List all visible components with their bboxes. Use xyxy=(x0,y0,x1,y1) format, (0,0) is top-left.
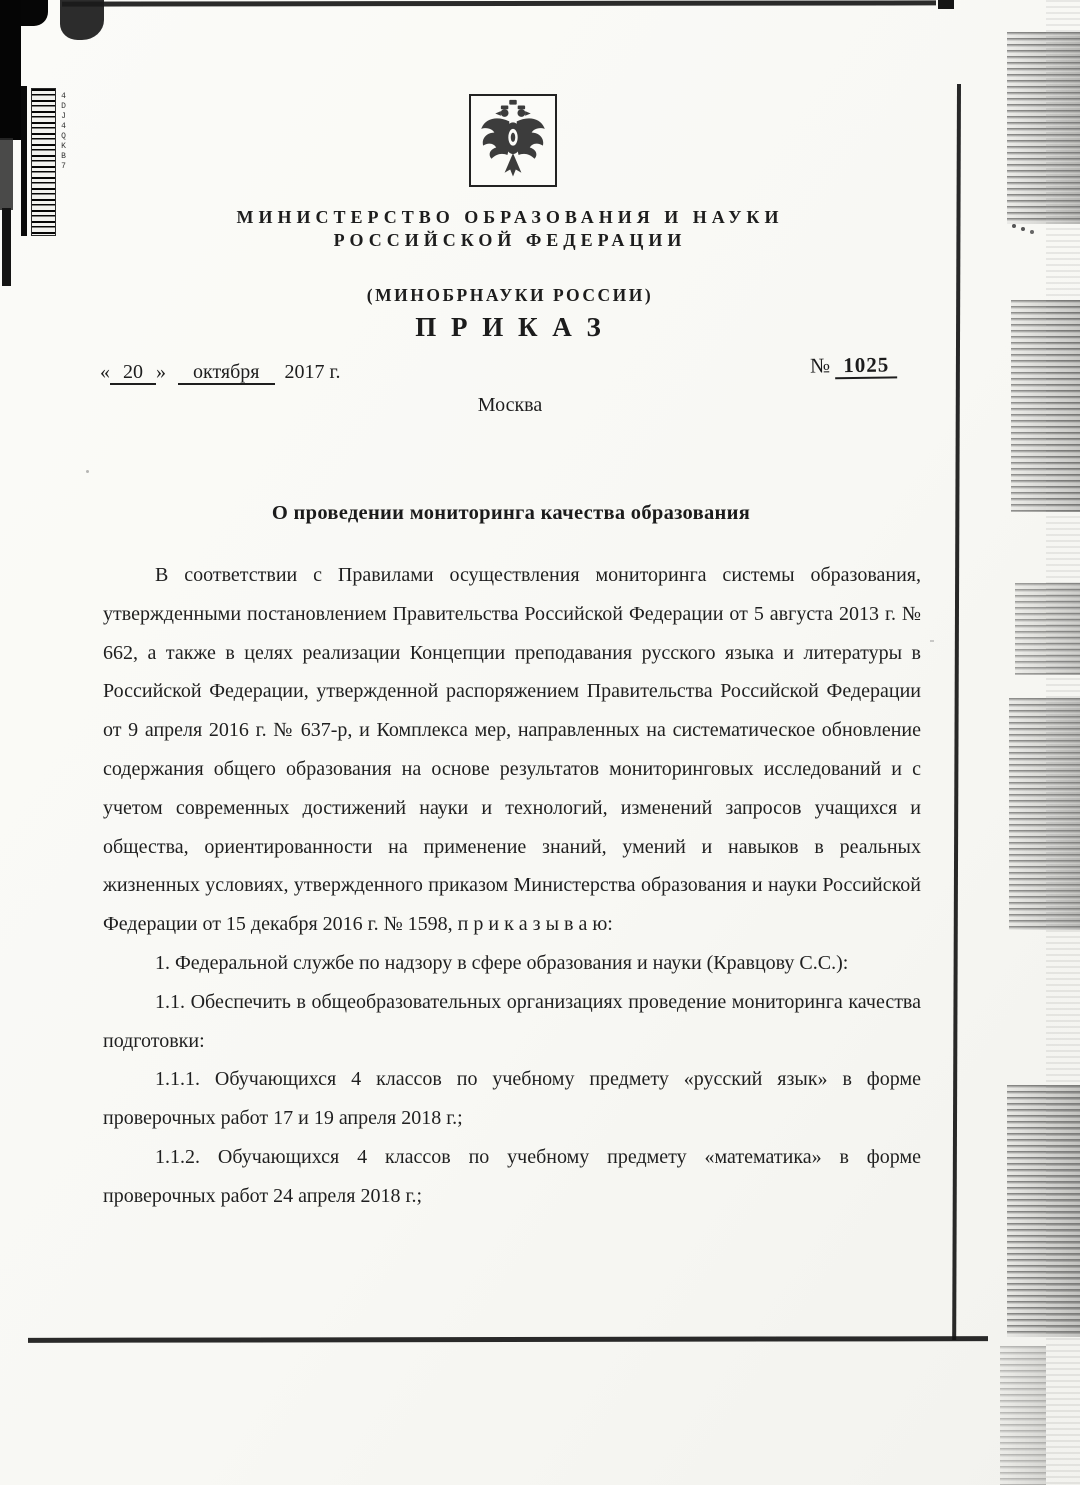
document-body xyxy=(103,556,921,1216)
paragraph-item-1-1-2: 1.1.2. Обучающихся 4 классов по учебному предмету «математика» в форме проверочных работ 24 апреля 2018 г.; xyxy=(103,1145,921,1207)
document-type-heading: П Р И К А З xyxy=(415,312,605,342)
open-quote: « xyxy=(100,361,110,383)
document-number xyxy=(810,352,898,378)
date-line xyxy=(100,361,340,384)
scan-artifact-noise-band xyxy=(1000,1346,1046,1485)
close-quote: » xyxy=(156,361,166,383)
barcode xyxy=(31,88,56,236)
barcode-label: 4DJ4QKB7 xyxy=(59,92,68,172)
scan-artifact-horizontal-line xyxy=(28,1336,988,1343)
paragraph-item-1-1: 1.1. Обеспечить в общеобразовательных организациях проведение мониторинга качества подготовки: xyxy=(103,990,921,1052)
ministry-abbrev: (МИНОБРНАУКИ РОССИИ) xyxy=(366,285,654,305)
paragraph-item-1: 1. Федеральной службе по надзору в сфере образования и науки (Кравцову С.С.): xyxy=(155,951,849,974)
scan-speck xyxy=(930,640,934,642)
number-value: 1025 xyxy=(835,352,897,379)
coat-of-arms-emblem xyxy=(469,94,557,187)
scan-artifact-dots xyxy=(1012,224,1016,228)
scan-artifact-left-bar xyxy=(0,0,21,140)
document-title: О проведении мониторинга качества образования xyxy=(271,502,751,524)
paragraph-preamble: В соответствии с Правилами осуществления мониторинга системы образования, утвержденными постановлением Правительства Российской Федерации от 5 августа 2013 г. № 662, а также в целях реализации Концепции преподавания русского языка и литературы в Российской Федерации, утвержденной распоряжением Правительства Российской Федерации от 9 апреля 2016 г. № 637-р, и Комплекса мер, направленных на систематическое обновление содержания общего образования на основе результатов мониторинговых исследований и с учетом современных достижений науки и технологий, изменений запросов учащихся и общества, ориентированности на применение знаний, умений и навыков в реальных жизненных условиях, утвержденного приказом Министерства образования и науки Российской Федерации от 15 декабря 2016 г. № 1598, п р и к а з ы в а ю: xyxy=(103,564,921,936)
ministry-line2: РОССИЙСКОЙ ФЕДЕРАЦИИ xyxy=(333,230,687,250)
city-label: Москва xyxy=(477,394,543,416)
scan-artifact-vertical-line xyxy=(952,84,961,1340)
ministry-line1: МИНИСТЕРСТВО ОБРАЗОВАНИЯ И НАУКИ xyxy=(236,207,784,227)
scan-artifact-edge-strip xyxy=(1046,0,1080,1485)
scan-artifact-left-bar xyxy=(2,208,11,286)
scan-artifact-noise-band xyxy=(1007,1085,1080,1337)
double-headed-eagle-icon xyxy=(475,99,551,183)
number-label: № xyxy=(809,353,831,378)
scan-artifact-noise-band xyxy=(1009,698,1080,930)
scan-artifact-noise-band xyxy=(1007,32,1080,224)
scan-artifact-corner-blob xyxy=(0,0,48,26)
scan-artifact-corner-nick xyxy=(938,0,954,9)
scan-artifact-top-line xyxy=(62,0,936,6)
scan-artifact-left-bar xyxy=(0,138,13,210)
scan-speck xyxy=(86,470,89,473)
scan-artifact-noise-band xyxy=(1011,300,1080,512)
date-month: октября xyxy=(178,361,275,385)
paragraph-item-1-1-1: 1.1.1. Обучающихся 4 классов по учебному предмету «русский язык» в форме проверочных работ 17 и 19 апреля 2018 г.; xyxy=(103,1068,921,1130)
date-day: 20 xyxy=(110,361,156,385)
scan-artifact-left-bar xyxy=(21,86,27,236)
scan-artifact-corner-blob xyxy=(60,0,104,40)
scan-artifact-noise-band xyxy=(1015,583,1080,675)
date-year: 2017 г. xyxy=(284,361,341,383)
ministry-name-block xyxy=(120,206,900,307)
